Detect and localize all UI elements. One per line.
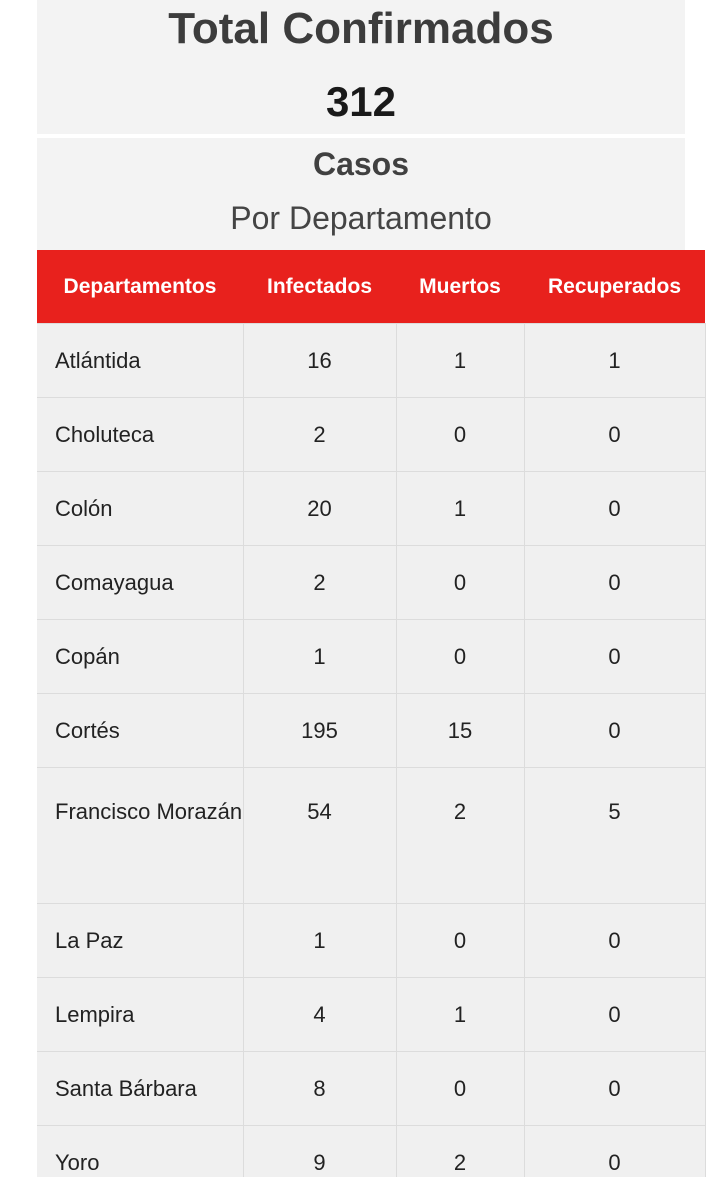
cell-muertos: 1 [396, 324, 524, 398]
header-infectados: Infectados [243, 250, 396, 324]
cell-departamento: Yoro [37, 1126, 243, 1177]
table-row [37, 694, 705, 768]
cell-infectados: 8 [243, 1052, 396, 1126]
department-table [37, 250, 706, 1177]
cell-muertos: 0 [396, 620, 524, 694]
by-department-label: Por Departamento [230, 200, 492, 236]
cell-recuperados: 0 [524, 978, 705, 1052]
cell-infectados: 2 [243, 546, 396, 620]
cell-muertos: 2 [396, 1126, 524, 1177]
cell-infectados: 20 [243, 472, 396, 546]
cell-departamento: Santa Bárbara [37, 1052, 243, 1126]
cell-departamento: Comayagua [37, 546, 243, 620]
cell-muertos: 0 [396, 398, 524, 472]
cell-muertos: 0 [396, 904, 524, 978]
cell-muertos: 1 [396, 472, 524, 546]
cases-label: Casos [312, 146, 410, 182]
cell-muertos: 1 [396, 978, 524, 1052]
table-row [37, 768, 705, 904]
total-confirmed-card [37, 0, 685, 134]
cell-departamento: La Paz [37, 904, 243, 978]
cell-departamento: Choluteca [37, 398, 243, 472]
cell-departamento: Francisco Morazán [37, 768, 243, 904]
cell-recuperados: 0 [524, 620, 705, 694]
cell-departamento: Copán [37, 620, 243, 694]
header-recuperados: Recuperados [524, 250, 705, 324]
table-row [37, 546, 705, 620]
cases-by-department-card [37, 138, 685, 250]
cell-recuperados: 0 [524, 546, 705, 620]
cell-infectados: 54 [243, 768, 396, 904]
cell-recuperados: 0 [524, 694, 705, 768]
cell-recuperados: 1 [524, 324, 705, 398]
cell-muertos: 0 [396, 546, 524, 620]
cell-infectados: 195 [243, 694, 396, 768]
cell-infectados: 16 [243, 324, 396, 398]
table-row [37, 1052, 705, 1126]
cell-infectados: 1 [243, 620, 396, 694]
cell-departamento: Atlántida [37, 324, 243, 398]
cell-infectados: 2 [243, 398, 396, 472]
table-row [37, 904, 705, 978]
cell-recuperados: 0 [524, 472, 705, 546]
cell-recuperados: 0 [524, 398, 705, 472]
table-row [37, 620, 705, 694]
cell-recuperados: 5 [524, 768, 705, 904]
table-row [37, 398, 705, 472]
table-row [37, 1126, 705, 1177]
cell-recuperados: 0 [524, 1052, 705, 1126]
total-confirmed-title: Total Confirmados [168, 4, 554, 53]
header-muertos: Muertos [396, 250, 524, 324]
cell-muertos: 2 [396, 768, 524, 904]
cell-departamento: Lempira [37, 978, 243, 1052]
total-confirmed-count: 312 [325, 78, 397, 125]
cell-recuperados: 0 [524, 904, 705, 978]
cell-infectados: 4 [243, 978, 396, 1052]
cell-departamento: Cortés [37, 694, 243, 768]
table-row [37, 472, 705, 546]
cell-muertos: 15 [396, 694, 524, 768]
cell-muertos: 0 [396, 1052, 524, 1126]
cell-departamento: Colón [37, 472, 243, 546]
cell-recuperados: 0 [524, 1126, 705, 1177]
table-row [37, 978, 705, 1052]
cell-infectados: 1 [243, 904, 396, 978]
header-departamentos: Departamentos [37, 250, 243, 324]
table-header-row [37, 250, 705, 324]
cell-infectados: 9 [243, 1126, 396, 1177]
table-row [37, 324, 705, 398]
